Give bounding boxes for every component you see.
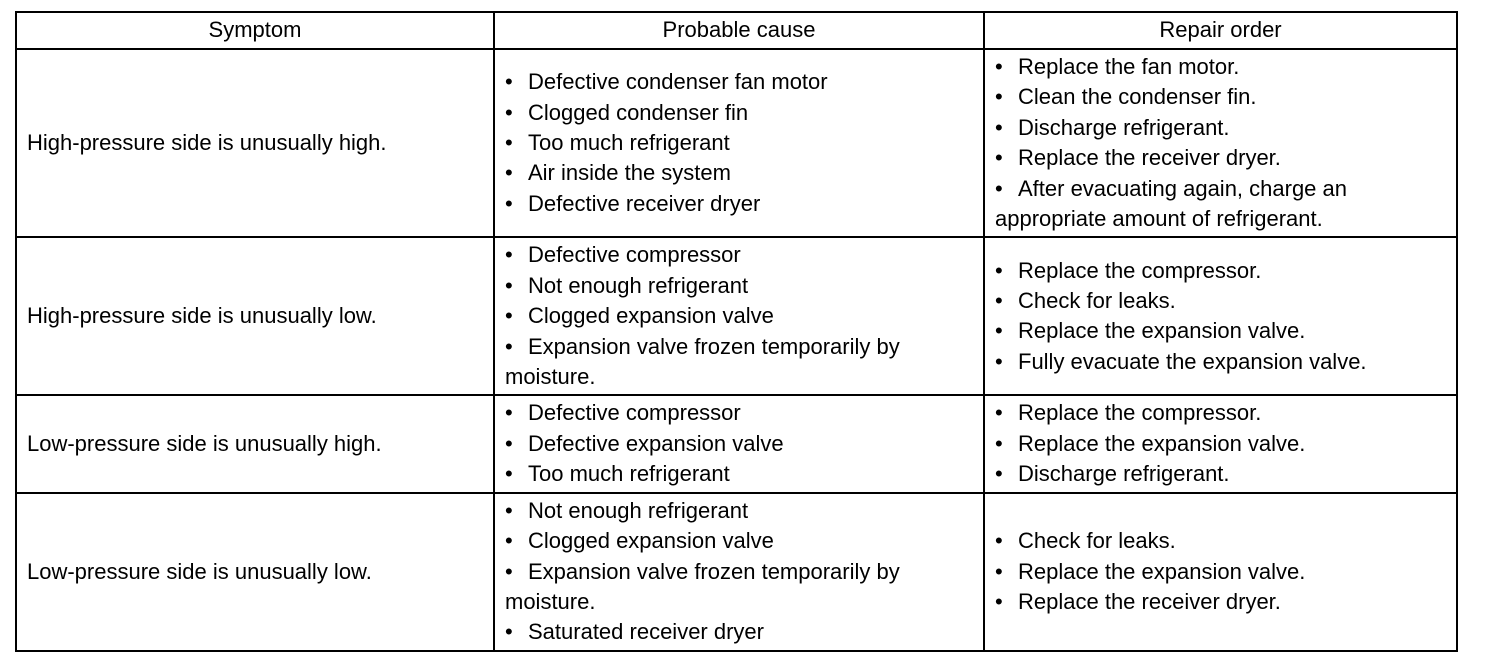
bullet-icon: • (505, 461, 513, 487)
cause-item: • Defective compressor (505, 240, 973, 270)
cause-item: • Clogged condenser fin (505, 98, 973, 128)
bullet-icon: • (505, 619, 513, 645)
bullet-icon: • (995, 54, 1003, 79)
repair-item: • Replace the receiver dryer. (995, 143, 1446, 173)
bullet-icon: • (505, 497, 513, 523)
repair-cell (984, 395, 1457, 492)
repair-item: • Replace the expansion valve. (995, 557, 1446, 587)
header-symptom: Symptom (16, 12, 494, 49)
repair-item: • Replace the expansion valve. (995, 316, 1446, 346)
cause-item: • Too much refrigerant (505, 459, 973, 489)
cause-item: • Saturated receiver dryer (505, 617, 973, 647)
cause-item: • Clogged expansion valve (505, 301, 973, 331)
cause-item: • Defective condenser fan motor (505, 67, 973, 97)
bullet-icon: • (505, 558, 513, 584)
repair-item: • Discharge refrigerant. (995, 113, 1446, 143)
cause-cell (494, 493, 984, 651)
header-repair-order: Repair order (984, 12, 1457, 49)
repair-item: • Fully evacuate the expansion valve. (995, 347, 1446, 377)
bullet-icon: • (995, 318, 1003, 344)
repair-item: • Replace the compressor. (995, 398, 1446, 428)
symptom-cell: High-pressure side is unusually high. (16, 49, 494, 237)
bullet-icon: • (505, 130, 513, 156)
cause-item: • Defective compressor (505, 398, 973, 428)
cause-item: • Expansion valve frozen temporarily by moisture. (505, 558, 900, 614)
bullet-icon: • (505, 400, 513, 426)
cause-item: • Not enough refrigerant (505, 496, 973, 526)
bullet-icon: • (505, 242, 513, 268)
table-row (16, 237, 1457, 395)
bullet-icon: • (995, 257, 1003, 283)
bullet-icon: • (995, 145, 1003, 171)
bullet-icon: • (995, 528, 1003, 554)
repair-cell (984, 237, 1457, 395)
bullet-icon: • (995, 288, 1003, 314)
repair-item: • After evacuating again, charge an appropriate amount of refrigerant. (995, 175, 1348, 232)
repair-item: • Replace the receiver dryer. (995, 587, 1446, 617)
bullet-icon: • (505, 272, 513, 298)
cause-item: • Air inside the system (505, 158, 973, 188)
table-row (16, 493, 1457, 651)
repair-item: • Replace the fan motor. (995, 52, 1446, 82)
bullet-icon: • (505, 160, 513, 186)
cause-item: • Defective expansion valve (505, 429, 973, 459)
cause-item: • Too much refrigerant (505, 128, 973, 158)
bullet-icon: • (505, 303, 513, 329)
repair-cell (984, 493, 1457, 651)
bullet-icon: • (995, 558, 1003, 584)
symptom-cell: High-pressure side is unusually low. (16, 237, 494, 395)
cause-item: • Not enough refrigerant (505, 271, 973, 301)
repair-cell (984, 49, 1457, 237)
bullet-icon: • (505, 430, 513, 456)
table-row (16, 49, 1457, 237)
bullet-icon: • (995, 430, 1003, 456)
bullet-icon: • (995, 114, 1003, 140)
repair-item: • Check for leaks. (995, 526, 1446, 556)
bullet-icon: • (995, 461, 1003, 487)
bullet-icon: • (995, 588, 1003, 614)
cause-cell (494, 237, 984, 395)
symptom-cell: Low-pressure side is unusually high. (16, 395, 494, 492)
bullet-icon: • (505, 190, 513, 216)
symptom-cell: Low-pressure side is unusually low. (16, 493, 494, 651)
repair-item: • Replace the expansion valve. (995, 429, 1446, 459)
cause-item: • Clogged expansion valve (505, 526, 973, 556)
cause-cell (494, 49, 984, 237)
bullet-icon: • (505, 99, 513, 125)
bullet-icon: • (505, 69, 513, 95)
bullet-icon: • (505, 333, 513, 359)
repair-item: • Discharge refrigerant. (995, 459, 1446, 489)
cause-item: • Defective receiver dryer (505, 189, 973, 219)
cause-item: • Expansion valve frozen temporarily by moisture. (505, 333, 900, 390)
header-probable-cause: Probable cause (494, 12, 984, 49)
header-row (16, 12, 1457, 49)
bullet-icon: • (995, 84, 1003, 110)
bullet-icon: • (505, 528, 513, 554)
repair-item: • Replace the compressor. (995, 256, 1446, 286)
bullet-icon: • (995, 175, 1003, 201)
troubleshooting-table (15, 11, 1458, 652)
table-row (16, 395, 1457, 492)
bullet-icon: • (995, 348, 1003, 374)
repair-item: • Check for leaks. (995, 286, 1446, 316)
cause-cell (494, 395, 984, 492)
bullet-icon: • (995, 400, 1003, 426)
repair-item: • Clean the condenser fin. (995, 82, 1446, 112)
